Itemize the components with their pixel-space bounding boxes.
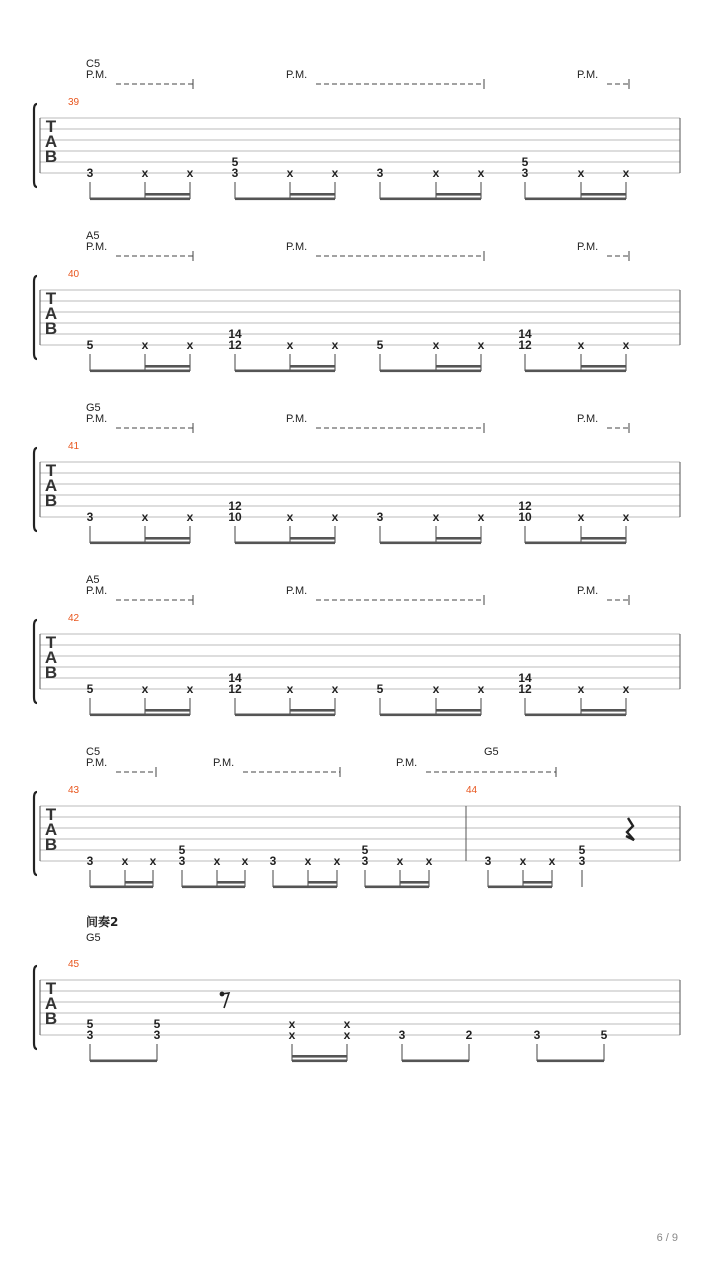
tab-clef-letter: T bbox=[45, 979, 57, 998]
fret-number: x bbox=[186, 338, 194, 352]
fret-number: 3 bbox=[269, 854, 277, 868]
fret-number: x bbox=[432, 166, 440, 180]
fret-number: x bbox=[622, 682, 630, 696]
fret-number: x bbox=[141, 338, 149, 352]
palm-mute-label: P.M. bbox=[86, 585, 108, 597]
eighth-beam bbox=[525, 714, 626, 717]
eighth-beam bbox=[525, 542, 626, 545]
fret-number: x bbox=[141, 510, 149, 524]
sixteenth-beam bbox=[290, 709, 335, 712]
system-bracket bbox=[34, 966, 37, 1049]
eighth-beam bbox=[90, 714, 190, 717]
sixteenth-beam bbox=[581, 709, 626, 712]
chord-name: A5 bbox=[86, 574, 100, 586]
system-bracket bbox=[34, 620, 37, 703]
sixteenth-beam bbox=[217, 881, 245, 884]
quarter-rest bbox=[626, 818, 634, 840]
fret-number: 3 bbox=[361, 854, 369, 868]
fret-number: x bbox=[286, 166, 294, 180]
fret-number: 14 bbox=[228, 327, 242, 341]
palm-mute-label: P.M. bbox=[577, 69, 599, 81]
sixteenth-beam bbox=[581, 537, 626, 540]
palm-mute-label: P.M. bbox=[286, 585, 308, 597]
fret-number: x bbox=[288, 1017, 296, 1031]
fret-number: 3 bbox=[376, 510, 384, 524]
fret-number: x bbox=[331, 510, 339, 524]
fret-number: 3 bbox=[578, 854, 586, 868]
sixteenth-beam bbox=[290, 365, 335, 368]
fret-number: 3 bbox=[376, 166, 384, 180]
fret-number: 3 bbox=[398, 1028, 406, 1042]
fret-number: 5 bbox=[231, 155, 239, 169]
eighth-beam bbox=[182, 886, 245, 889]
eighth-beam bbox=[525, 198, 626, 201]
eighth-beam bbox=[235, 198, 335, 201]
eighth-beam bbox=[525, 370, 626, 373]
fret-number: x bbox=[577, 338, 585, 352]
measure-number: 39 bbox=[68, 97, 80, 108]
tab-clef-letter: A bbox=[44, 476, 58, 495]
eighth-beam bbox=[380, 370, 481, 373]
measure-number: 45 bbox=[68, 959, 80, 970]
fret-number: 12 bbox=[518, 338, 532, 352]
tab-clef-letter: A bbox=[44, 820, 58, 839]
fret-number: x bbox=[288, 1028, 296, 1042]
fret-number: x bbox=[432, 682, 440, 696]
measure-number: 44 bbox=[466, 785, 478, 796]
tab-clef-letter: A bbox=[44, 132, 58, 151]
fret-number: 2 bbox=[465, 1028, 473, 1042]
fret-number: x bbox=[304, 854, 312, 868]
fret-number: 5 bbox=[86, 1017, 94, 1031]
fret-number: 14 bbox=[228, 671, 242, 685]
fret-number: 5 bbox=[86, 338, 94, 352]
sixteenth-beam bbox=[125, 881, 153, 884]
tab-clef-letter: T bbox=[45, 805, 57, 824]
fret-number: 3 bbox=[86, 166, 94, 180]
sixteenth-beam bbox=[523, 881, 552, 884]
fret-number: x bbox=[477, 510, 485, 524]
fret-number: x bbox=[519, 854, 527, 868]
eighth-beam bbox=[90, 542, 190, 545]
fret-number: x bbox=[286, 338, 294, 352]
fret-number: x bbox=[432, 510, 440, 524]
palm-mute-label: P.M. bbox=[286, 413, 308, 425]
palm-mute-label: P.M. bbox=[577, 413, 599, 425]
fret-number: x bbox=[186, 682, 194, 696]
fret-number: x bbox=[477, 166, 485, 180]
eighth-beam bbox=[235, 370, 335, 373]
sixteenth-beam bbox=[308, 881, 337, 884]
section-title: 间奏2 bbox=[86, 915, 119, 929]
sixteenth-beam bbox=[292, 1055, 347, 1058]
fret-number: 3 bbox=[86, 510, 94, 524]
fret-number: 3 bbox=[86, 854, 94, 868]
fret-number: x bbox=[343, 1028, 351, 1042]
eighth-beam bbox=[292, 1060, 347, 1063]
eighth-beam bbox=[90, 1060, 157, 1063]
fret-number: 3 bbox=[231, 166, 239, 180]
tab-clef-letter: T bbox=[45, 633, 57, 652]
sixteenth-beam bbox=[436, 709, 481, 712]
fret-number: 5 bbox=[361, 843, 369, 857]
fret-number: 12 bbox=[228, 499, 242, 513]
palm-mute-label: P.M. bbox=[577, 241, 599, 253]
fret-number: x bbox=[548, 854, 556, 868]
tab-clef-letter: A bbox=[44, 304, 58, 323]
fret-number: x bbox=[121, 854, 129, 868]
fret-number: x bbox=[149, 854, 157, 868]
tab-clef-letter: B bbox=[44, 319, 58, 338]
fret-number: x bbox=[333, 854, 341, 868]
eighth-beam bbox=[273, 886, 337, 889]
palm-mute-label: P.M. bbox=[86, 413, 108, 425]
eighth-beam bbox=[488, 886, 552, 889]
fret-number: x bbox=[343, 1017, 351, 1031]
sixteenth-beam bbox=[145, 709, 190, 712]
palm-mute-label: P.M. bbox=[286, 241, 308, 253]
tab-clef-letter: B bbox=[44, 491, 58, 510]
palm-mute-label: P.M. bbox=[396, 757, 418, 769]
measure-number: 42 bbox=[68, 613, 80, 624]
fret-number: x bbox=[477, 682, 485, 696]
fret-number: 5 bbox=[376, 338, 384, 352]
tab-clef-letter: B bbox=[44, 835, 58, 854]
sixteenth-beam bbox=[436, 193, 481, 196]
eighth-beam bbox=[402, 1060, 469, 1063]
fret-number: x bbox=[186, 166, 194, 180]
tab-clef-letter: T bbox=[45, 117, 57, 136]
fret-number: 5 bbox=[600, 1028, 608, 1042]
fret-number: x bbox=[331, 682, 339, 696]
measure-number: 40 bbox=[68, 269, 80, 280]
fret-number: 10 bbox=[228, 510, 242, 524]
system-bracket bbox=[34, 104, 37, 187]
page-number: 6 / 9 bbox=[656, 1232, 678, 1244]
fret-number: x bbox=[331, 166, 339, 180]
fret-number: 3 bbox=[153, 1028, 161, 1042]
tab-clef-letter: T bbox=[45, 289, 57, 308]
sixteenth-beam bbox=[145, 365, 190, 368]
fret-number: 14 bbox=[518, 327, 532, 341]
fret-number: x bbox=[577, 510, 585, 524]
sixteenth-beam bbox=[581, 365, 626, 368]
palm-mute-label: P.M. bbox=[86, 69, 108, 81]
fret-number: 5 bbox=[153, 1017, 161, 1031]
fret-number: 10 bbox=[518, 510, 532, 524]
fret-number: 3 bbox=[533, 1028, 541, 1042]
fret-number: x bbox=[425, 854, 433, 868]
fret-number: 12 bbox=[518, 499, 532, 513]
fret-number: x bbox=[432, 338, 440, 352]
fret-number: x bbox=[286, 510, 294, 524]
chord-name: G5 bbox=[86, 402, 101, 414]
eighth-beam bbox=[380, 542, 481, 545]
fret-number: x bbox=[141, 682, 149, 696]
sixteenth-beam bbox=[145, 193, 190, 196]
tab-clef-letter: A bbox=[44, 648, 58, 667]
eighth-beam bbox=[235, 542, 335, 545]
sixteenth-beam bbox=[436, 537, 481, 540]
eighth-beam bbox=[90, 886, 153, 889]
tab-clef-letter: T bbox=[45, 461, 57, 480]
fret-number: x bbox=[286, 682, 294, 696]
measure-number: 43 bbox=[68, 785, 80, 796]
palm-mute-label: P.M. bbox=[577, 585, 599, 597]
fret-number: x bbox=[622, 510, 630, 524]
chord-name: C5 bbox=[86, 746, 101, 758]
fret-number: x bbox=[477, 338, 485, 352]
eighth-beam bbox=[380, 714, 481, 717]
chord-name: G5 bbox=[484, 746, 499, 758]
sixteenth-beam bbox=[581, 193, 626, 196]
fret-number: 12 bbox=[518, 682, 532, 696]
eighth-beam bbox=[90, 198, 190, 201]
fret-number: 12 bbox=[228, 682, 242, 696]
fret-number: 5 bbox=[521, 155, 529, 169]
tab-clef-letter: B bbox=[44, 663, 58, 682]
chord-name: C5 bbox=[86, 58, 101, 70]
tab-clef-letter: B bbox=[44, 147, 58, 166]
fret-number: 3 bbox=[484, 854, 492, 868]
fret-number: 5 bbox=[86, 682, 94, 696]
sixteenth-beam bbox=[290, 193, 335, 196]
fret-number: 12 bbox=[228, 338, 242, 352]
fret-number: 5 bbox=[578, 843, 586, 857]
fret-number: x bbox=[577, 682, 585, 696]
fret-number: 3 bbox=[178, 854, 186, 868]
chord-name: G5 bbox=[86, 932, 101, 944]
palm-mute-label: P.M. bbox=[286, 69, 308, 81]
eighth-beam bbox=[537, 1060, 604, 1063]
fret-number: x bbox=[622, 166, 630, 180]
fret-number: 3 bbox=[521, 166, 529, 180]
tab-clef-letter: A bbox=[44, 994, 58, 1013]
fret-number: x bbox=[186, 510, 194, 524]
eighth-beam bbox=[235, 714, 335, 717]
fret-number: 5 bbox=[178, 843, 186, 857]
fret-number: x bbox=[396, 854, 404, 868]
eighth-beam bbox=[365, 886, 429, 889]
system-bracket bbox=[34, 792, 37, 875]
eighth-beam bbox=[380, 198, 481, 201]
palm-mute-label: P.M. bbox=[213, 757, 235, 769]
sixteenth-beam bbox=[145, 537, 190, 540]
sixteenth-beam bbox=[436, 365, 481, 368]
sixteenth-beam bbox=[400, 881, 429, 884]
system-bracket bbox=[34, 276, 37, 359]
system-bracket bbox=[34, 448, 37, 531]
fret-number: x bbox=[213, 854, 221, 868]
tab-clef-letter: B bbox=[44, 1009, 58, 1028]
fret-number: 14 bbox=[518, 671, 532, 685]
fret-number: x bbox=[622, 338, 630, 352]
fret-number: x bbox=[577, 166, 585, 180]
sixteenth-beam bbox=[290, 537, 335, 540]
palm-mute-label: P.M. bbox=[86, 757, 108, 769]
fret-number: x bbox=[331, 338, 339, 352]
palm-mute-label: P.M. bbox=[86, 241, 108, 253]
measure-number: 41 bbox=[68, 441, 80, 452]
eighth-beam bbox=[90, 370, 190, 373]
fret-number: 5 bbox=[376, 682, 384, 696]
chord-name: A5 bbox=[86, 230, 100, 242]
fret-number: x bbox=[141, 166, 149, 180]
fret-number: 3 bbox=[86, 1028, 94, 1042]
fret-number: x bbox=[241, 854, 249, 868]
